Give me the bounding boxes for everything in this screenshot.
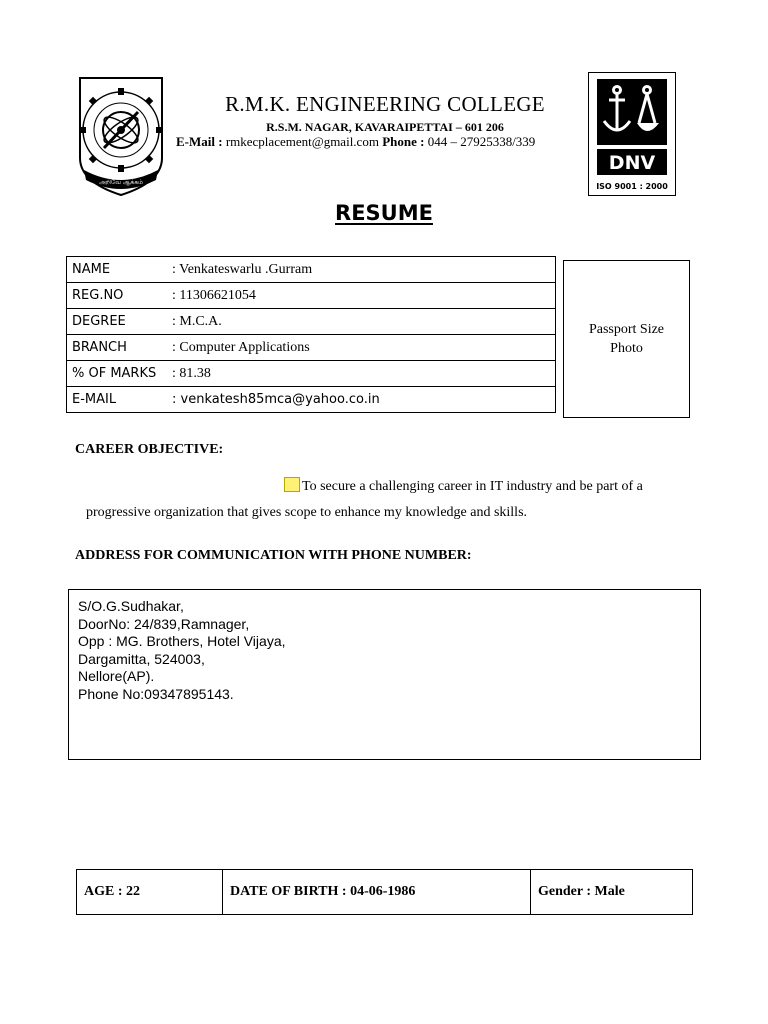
dnv-brand-text: DNV	[608, 152, 656, 174]
college-contact	[176, 134, 596, 150]
personal-details-table	[76, 869, 693, 915]
passport-photo-placeholder	[563, 260, 690, 418]
info-label: BRANCH	[72, 339, 127, 355]
photo-placeholder-line: Passport Size	[588, 322, 665, 337]
bullet-icon	[284, 477, 300, 492]
info-label: % OF MARKS	[72, 365, 157, 381]
college-phone: 044 – 27925338/339	[427, 134, 536, 149]
table-row	[67, 361, 556, 387]
info-value: : 11306621054	[172, 287, 256, 303]
college-emblem-logo	[74, 74, 168, 198]
address-box	[68, 589, 701, 760]
email-label: E-Mail :	[176, 134, 223, 149]
dnv-certification-logo	[588, 72, 676, 196]
career-objective-heading: CAREER OBJECTIVE:	[75, 442, 224, 457]
address-line: Phone No:09347895143.	[78, 685, 234, 702]
photo-placeholder-line: Photo	[610, 341, 643, 356]
info-value: : Computer Applications	[172, 339, 310, 355]
table-row	[67, 257, 556, 283]
dob-cell: DATE OF BIRTH : 04-06-1986	[223, 870, 531, 915]
address-line: S/O.G.Sudhakar,	[78, 598, 184, 614]
table-row	[67, 309, 556, 335]
svg-text:அறிவே ஆக்கம்: அறிவே ஆக்கம்	[99, 179, 143, 186]
college-name: R.M.K. ENGINEERING COLLEGE	[225, 92, 545, 116]
career-line-1: To secure a challenging career in IT industry and be part of a	[302, 479, 643, 494]
info-label: E-MAIL	[72, 391, 117, 407]
info-label: NAME	[72, 261, 111, 277]
address-line: Opp : MG. Brothers, Hotel Vijaya,	[78, 633, 286, 649]
address-heading: ADDRESS FOR COMMUNICATION WITH PHONE NUMBER:	[75, 548, 472, 563]
iso-cert-text: ISO 9001 : 2000	[596, 182, 668, 191]
info-label: DEGREE	[72, 313, 126, 329]
phone-label: Phone :	[382, 134, 425, 149]
age-cell: AGE : 22	[77, 870, 223, 915]
table-row	[67, 335, 556, 361]
info-value: : 81.38	[172, 365, 211, 381]
table-row	[67, 283, 556, 309]
personal-info-table	[66, 256, 556, 413]
career-objective-text	[284, 477, 643, 495]
college-email: rmkecplacement@gmail.com	[225, 134, 379, 149]
table-row	[67, 387, 556, 413]
table-row	[77, 870, 693, 915]
info-value: : Venkateswarlu .Gurram	[172, 261, 313, 277]
info-label: REG.NO	[72, 287, 124, 303]
address-line: Nellore(AP).	[78, 668, 155, 684]
gender-cell: Gender : Male	[531, 870, 693, 915]
address-line: DoorNo: 24/839,Ramnager,	[78, 615, 250, 632]
resume-title: RESUME	[335, 201, 433, 225]
address-line: Dargamitta, 524003,	[78, 650, 205, 667]
college-address: R.S.M. NAGAR, KAVARAIPETTAI – 601 206	[266, 120, 504, 134]
career-line-2: progressive organization that gives scope to enhance my knowledge and skills.	[86, 505, 528, 520]
info-value-email: : venkatesh85mca@yahoo.co.in	[172, 391, 380, 407]
info-value: : M.C.A.	[172, 313, 222, 329]
